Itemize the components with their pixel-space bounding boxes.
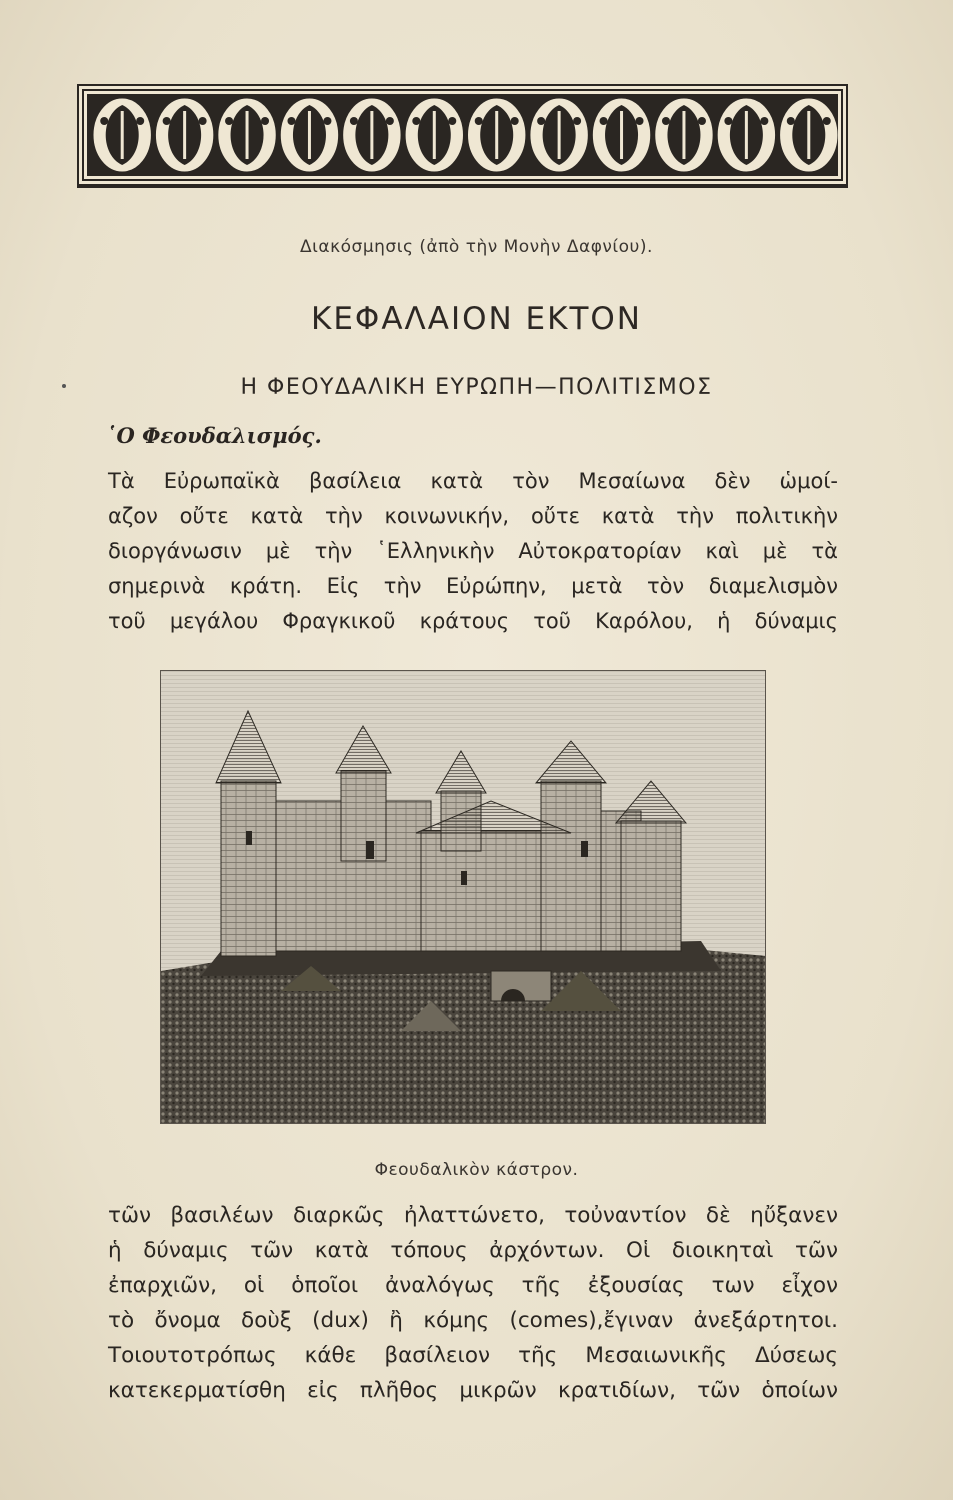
text-line: Τὰ Εὐρωπαϊκὰ βασίλεια κατὰ τὸν Μεσαίωνα δὲν ὡμοί- bbox=[108, 469, 838, 493]
paragraph-2 bbox=[108, 1198, 838, 1408]
ornament-motif bbox=[344, 99, 400, 171]
ornament-motif bbox=[406, 99, 462, 171]
text-line: τῶν βασιλέων διαρκῶς ἠλαττώνετο, τοὐναντίον δὲ ηὔξανεν bbox=[108, 1203, 838, 1228]
ornament-caption: Διακόσμησις (ἀπὸ τὴν Μονὴν Δαφνίου). bbox=[300, 237, 653, 257]
ornament-motif bbox=[781, 99, 837, 171]
figure-caption: Φεουδαλικὸν κάστρον. bbox=[374, 1160, 579, 1180]
text-line: σημερινὰ κράτη. Εἰς τὴν Εὐρώπην, μετὰ τὸν διαμελισμὸν bbox=[108, 574, 838, 598]
castle-illustration bbox=[160, 670, 766, 1124]
ornament-motif bbox=[718, 99, 774, 171]
section-heading: ῾Ο Φεουδαλισμός. bbox=[106, 423, 322, 448]
ornament-motif bbox=[94, 99, 150, 171]
ornament-motif bbox=[469, 99, 525, 171]
ornament-motif bbox=[593, 99, 649, 171]
text-line: ἡ δύναμις τῶν κατὰ τόπους ἀρχόντων. Οἱ διοικηταὶ τῶν bbox=[108, 1238, 838, 1263]
chapter-subtitle: Η ΦΕΟΥΔΑΛΙΚΗ ΕΥΡΩΠΗ—ΠΟΛΙΤΙΣΜΟΣ bbox=[240, 375, 713, 400]
decorative-border-icon bbox=[77, 84, 848, 188]
text-line: Τοιουτοτρόπως κάθε βασίλειον τῆς Μεσαιωνικῆς Δύσεως bbox=[108, 1343, 838, 1368]
ornament-motif bbox=[656, 99, 712, 171]
ornament-motif bbox=[531, 99, 587, 171]
ornament-motif bbox=[219, 99, 275, 171]
castle-engraving-icon bbox=[161, 671, 765, 1123]
text-line: αζον οὔτε κατὰ τὴν κοινωνικήν, οὔτε κατὰ τὴν πολιτικὴν bbox=[108, 504, 838, 528]
text-line: κατεκερματίσθη εἰς πλῆθος μικρῶν κρατιδίων, τῶν ὁποίων bbox=[108, 1378, 838, 1403]
text-line: τοῦ μεγάλου Φραγκικοῦ κράτους τοῦ Καρόλου, ἡ δύναμις bbox=[108, 609, 838, 633]
ornament-motif bbox=[156, 99, 212, 171]
text-line: ἐπαρχιῶν, οἱ ὁποῖοι ἀναλόγως τῆς ἐξουσίας των εἶχον bbox=[108, 1273, 838, 1298]
ornament-motif bbox=[281, 99, 337, 171]
text-line: διοργάνωσιν μὲ τὴν ῾Ελληνικὴν Αὐτοκρατορίαν καὶ μὲ τὰ bbox=[108, 539, 838, 563]
chapter-title: ΚΕΦΑΛΑΙΟΝ ΕΚΤΟΝ bbox=[311, 301, 642, 337]
text-line: τὸ ὄνομα δοὺξ (dux) ἢ κόμης (comes),ἔγιναν ἀνεξάρτητοι. bbox=[108, 1308, 838, 1333]
paragraph-1 bbox=[108, 464, 838, 639]
